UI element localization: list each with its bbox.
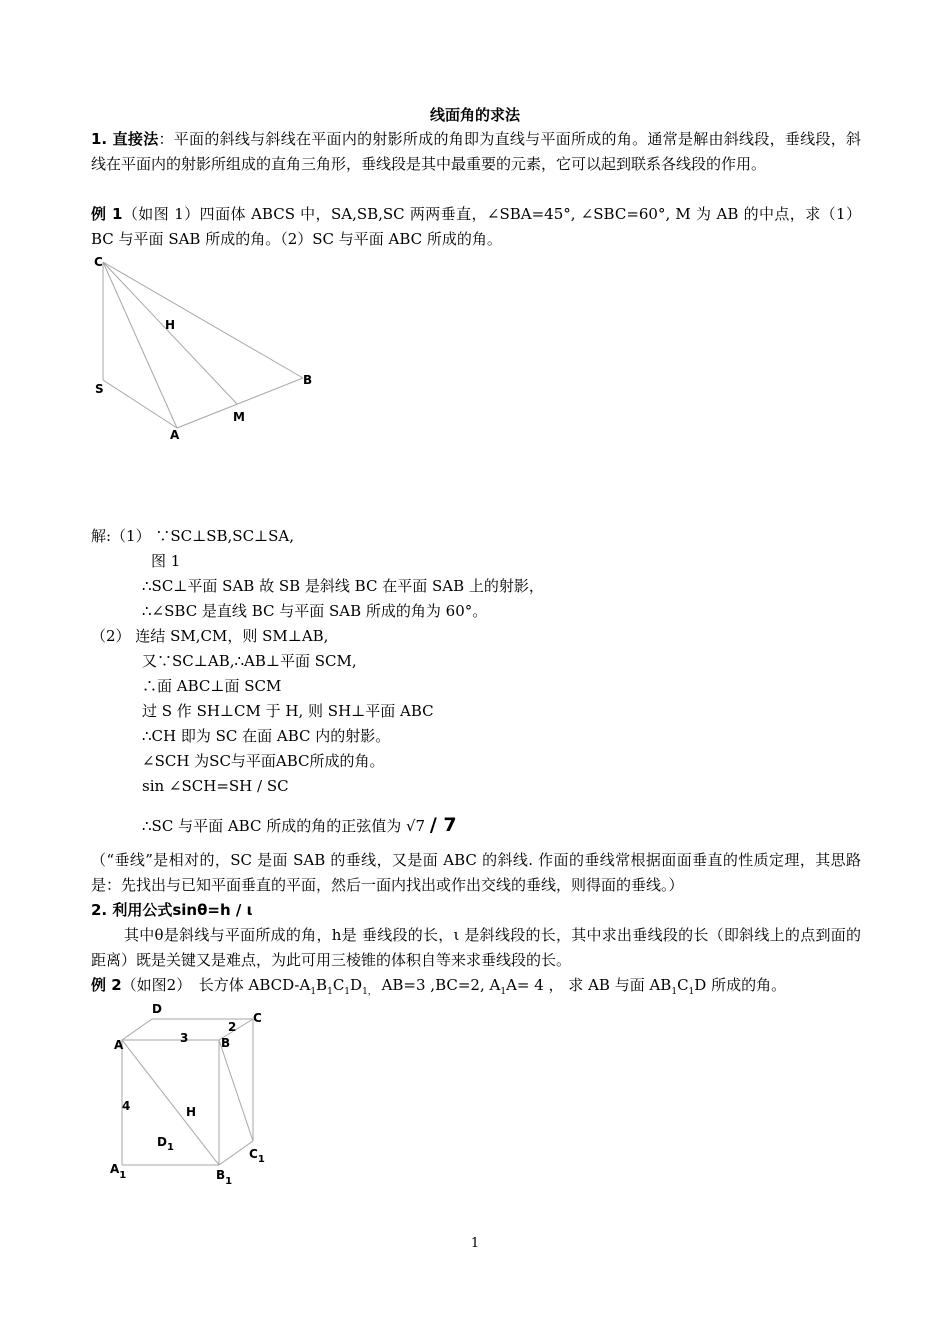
label-edge-4: 4: [122, 1099, 131, 1113]
example-1-text: （如图 1）四面体 ABCS 中，SA,SB,SC 两两垂直，∠SBA=45°, ∠SBC=60°, M 为 AB 的中点，求（1）BC 与平面 SAB 所成的角。（2）SC 与平面 ABC 所成的角。: [91, 205, 861, 248]
example-1-paragraph: [91, 202, 861, 252]
solution-line-9: ∠SCH 为SC与平面ABC所成的角。: [142, 752, 385, 770]
result-text: ∴SC 与平面 ABC 所成的角的正弦值为 √7: [142, 817, 426, 835]
label-c: C: [253, 1011, 262, 1025]
solution-line-8: ∴CH 即为 SC 在面 ABC 内的射影。: [142, 727, 391, 745]
edge-ca: [103, 262, 177, 428]
section-2-text: 其中θ是斜线与平面所成的角，h是 垂线段的长，ι 是斜线段的长，其中求出垂线段的长（即斜线上的点到面的距离）既是关键又是难点，为此可用三棱锥的体积自等来求垂线段的长。: [91, 926, 861, 969]
solution-line-5: 又∵SC⊥AB,∴AB⊥平面 SCM,: [142, 652, 357, 670]
label-a: A: [114, 1038, 124, 1052]
edge-ad: [122, 1019, 152, 1040]
page-number: 1: [470, 1236, 480, 1251]
example-2-paragraph: 例 2（如图2） 长方体 ABCD-$A_1B_1C_1D_{1,}$ AB=3 ,BC=2, $A_1A= 4$ ， 求 AB 与面 $AB_1C_1D$ 所成的角。: [91, 976, 787, 997]
edge-b1c1: [219, 1141, 253, 1165]
solution-line-6: ∴面 ABC⊥面 SCM: [142, 677, 282, 695]
label-b1: $B_1$: [216, 1168, 233, 1187]
result-tail: / 7: [429, 814, 457, 836]
label-m: M: [233, 410, 245, 424]
label-a1: $A_1$: [110, 1162, 127, 1181]
diagonal-bc1: [219, 1040, 253, 1141]
solution-line-4: （2） 连结 SM,CM，则 SM⊥AB,: [91, 627, 329, 645]
label-s: S: [95, 382, 104, 396]
label-b: B: [221, 1036, 231, 1050]
section-1-text: ：平面的斜线与斜线在平面内的射影所成的角即为直线与平面所成的角。通常是解由斜线段，垂线段，斜线在平面内的射影所组成的直角三角形，垂线段是其中最重要的元素，它可以起到联系各线段的作用。: [91, 130, 862, 173]
section-2-label: 2. 利用公式sinθ=h / ι: [91, 901, 253, 919]
solution-line-1: 解:（1） ∵SC⊥SB,SC⊥SA,: [91, 527, 295, 545]
solution-line-10: sin ∠SCH=SH / SC: [142, 777, 289, 795]
section-1-label: 1. 直接法: [91, 130, 159, 148]
figure-1-caption: 图 1: [151, 552, 181, 570]
section-1-paragraph: [91, 127, 861, 177]
figure-2-cuboid: [100, 995, 290, 1195]
solution-line-7: 过 S 作 SH⊥CM 于 H, 则 SH⊥平面 ABC: [142, 702, 434, 720]
edge-cm: [103, 262, 237, 404]
label-d1: $D_1$: [157, 1135, 174, 1153]
edge-cb: [103, 262, 303, 378]
solution-line-2: ∴SC⊥平面 SAB 故 SB 是斜线 BC 在平面 SAB 上的射影，: [142, 577, 544, 595]
label-edge-2: 2: [228, 1020, 237, 1034]
label-b: B: [303, 373, 313, 387]
label-edge-3: 3: [180, 1031, 189, 1045]
note-paragraph: （“垂线”是相对的，SC 是面 SAB 的垂线，又是面 ABC 的斜线. 作面的垂线常根据面面垂直的性质定理，其思路是：先找出与已知平面垂直的平面，然后一面内找出或作出交线的垂线，则得面的垂线。）: [91, 851, 861, 894]
result-line: [142, 813, 457, 839]
example-2-label: 例 2: [91, 976, 122, 994]
label-c1: $C_1$: [249, 1147, 265, 1165]
label-a: A: [170, 428, 180, 442]
page-title: 线面角的求法: [429, 106, 520, 124]
example-1-label: 例 1: [91, 205, 123, 223]
figure-1-tetrahedron: [85, 250, 325, 450]
solution-line-3: ∴∠SBC 是直线 BC 与平面 SAB 所成的角为 60°。: [142, 602, 488, 620]
label-c: C: [94, 255, 103, 269]
label-h: H: [165, 318, 176, 332]
label-d: D: [152, 1002, 162, 1016]
label-h: H: [186, 1105, 197, 1119]
